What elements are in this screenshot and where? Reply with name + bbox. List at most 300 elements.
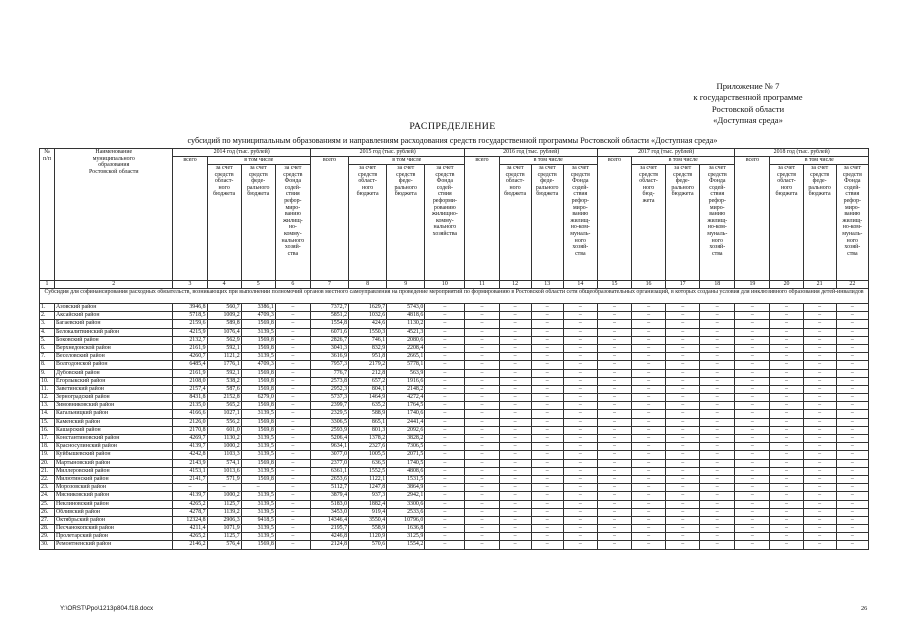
empty-value-cell: – xyxy=(531,541,563,549)
empty-value-cell: – xyxy=(531,475,563,483)
value-cell: – xyxy=(425,377,465,385)
row-number: 15. xyxy=(40,418,55,426)
table-row xyxy=(40,459,869,467)
value-cell: 4265,2 xyxy=(173,533,207,541)
empty-value-cell: – xyxy=(597,385,631,393)
empty-value-cell: – xyxy=(666,361,700,369)
empty-value-cell: – xyxy=(803,336,836,344)
empty-value-cell: – xyxy=(632,402,666,410)
empty-value-cell: – xyxy=(666,312,700,320)
row-number: 21. xyxy=(40,467,55,475)
source-header: за счет средств Фонда содей- ствия рефор- миро- ванию жилищ- но-ком- муналь- ного хозяй- ства xyxy=(836,165,868,281)
value-cell: – xyxy=(275,533,310,541)
value-cell: 3139,5 xyxy=(241,508,275,516)
empty-value-cell: – xyxy=(836,508,868,516)
table-row xyxy=(40,508,869,516)
empty-value-cell: – xyxy=(770,426,803,434)
table-row xyxy=(40,516,869,524)
empty-value-cell: – xyxy=(465,320,499,328)
empty-value-cell: – xyxy=(465,418,499,426)
table-row xyxy=(40,525,869,533)
empty-value-cell: – xyxy=(836,394,868,402)
value-cell: 563,9 xyxy=(387,369,425,377)
empty-value-cell: – xyxy=(465,492,499,500)
empty-value-cell: – xyxy=(632,353,666,361)
empty-value-cell: – xyxy=(666,541,700,549)
empty-value-cell: – xyxy=(563,320,597,328)
empty-value-cell: – xyxy=(632,508,666,516)
value-cell: 4265,2 xyxy=(173,500,207,508)
value-cell: 9418,5 xyxy=(241,516,275,524)
row-number: 16. xyxy=(40,426,55,434)
empty-value-cell: – xyxy=(465,353,499,361)
value-cell: 1569,8 xyxy=(241,402,275,410)
value-cell: 636,5 xyxy=(349,459,387,467)
value-cell: 589,8 xyxy=(207,320,241,328)
empty-value-cell: – xyxy=(465,385,499,393)
source-header: за счет средств област- ного бюджета xyxy=(770,165,803,281)
empty-value-cell: – xyxy=(803,516,836,524)
value-cell: – xyxy=(425,516,465,524)
empty-value-cell: – xyxy=(770,312,803,320)
year-header: 2018 год (тыс. рублей) xyxy=(735,149,869,157)
source-header: за счет средств област- ного бюд- жета xyxy=(632,165,666,281)
empty-value-cell: – xyxy=(836,451,868,459)
empty-value-cell: – xyxy=(700,426,735,434)
empty-value-cell: – xyxy=(597,410,631,418)
row-number: 29. xyxy=(40,533,55,541)
value-cell: 865,1 xyxy=(349,418,387,426)
value-cell: 2152,8 xyxy=(207,394,241,402)
empty-value-cell: – xyxy=(666,402,700,410)
empty-value-cell: – xyxy=(836,304,868,312)
empty-value-cell: – xyxy=(465,394,499,402)
empty-value-cell: – xyxy=(465,328,499,336)
empty-value-cell: – xyxy=(836,443,868,451)
column-number: 19 xyxy=(735,281,770,289)
value-cell: 2208,4 xyxy=(387,344,425,352)
value-cell: 2327,6 xyxy=(349,443,387,451)
empty-value-cell: – xyxy=(770,508,803,516)
empty-value-cell: – xyxy=(632,443,666,451)
municipality-name: Неклиновский район xyxy=(55,500,173,508)
value-cell: 3306,5 xyxy=(310,418,348,426)
table-header xyxy=(40,149,869,289)
empty-value-cell: – xyxy=(597,426,631,434)
empty-value-cell: – xyxy=(531,353,563,361)
source-header: за счет средств Фонда содей- ствия реформи- рованию жилищно- комму- нального хозяйства xyxy=(425,165,465,281)
empty-value-cell: – xyxy=(632,320,666,328)
empty-value-cell: – xyxy=(499,328,531,336)
empty-value-cell: – xyxy=(597,320,631,328)
empty-value-cell: – xyxy=(531,533,563,541)
value-cell: 2195,7 xyxy=(310,525,348,533)
value-cell: 2161,9 xyxy=(173,344,207,352)
value-cell: 3139,5 xyxy=(241,443,275,451)
empty-value-cell: – xyxy=(499,508,531,516)
empty-value-cell: – xyxy=(563,418,597,426)
table-row xyxy=(40,484,869,492)
row-number: 14. xyxy=(40,410,55,418)
row-number: 20. xyxy=(40,459,55,467)
row-number: 9. xyxy=(40,369,55,377)
value-cell: 1569,8 xyxy=(241,459,275,467)
municipality-name: Обливский район xyxy=(55,508,173,516)
empty-value-cell: – xyxy=(735,541,770,549)
value-cell: – xyxy=(275,492,310,500)
empty-value-cell: – xyxy=(465,336,499,344)
empty-value-cell: – xyxy=(770,402,803,410)
empty-value-cell: – xyxy=(836,467,868,475)
empty-value-cell: – xyxy=(563,304,597,312)
municipality-name: Волгодонской район xyxy=(55,361,173,369)
section-row xyxy=(40,289,869,304)
empty-value-cell: – xyxy=(597,353,631,361)
empty-value-cell: – xyxy=(700,525,735,533)
empty-value-cell: – xyxy=(666,451,700,459)
value-cell: 4215,9 xyxy=(173,328,207,336)
empty-value-cell: – xyxy=(803,344,836,352)
source-header: за счет средств феде- рального бюджета xyxy=(803,165,836,281)
value-cell: 556,2 xyxy=(207,418,241,426)
value-cell: 1125,7 xyxy=(207,500,241,508)
column-number: 13 xyxy=(531,281,563,289)
value-cell: 2108,0 xyxy=(173,377,207,385)
column-number: 9 xyxy=(387,281,425,289)
value-cell: – xyxy=(425,344,465,352)
municipality-name: Белокалитвинский район xyxy=(55,328,173,336)
empty-value-cell: – xyxy=(499,402,531,410)
value-cell: 635,2 xyxy=(349,402,387,410)
empty-value-cell: – xyxy=(803,402,836,410)
table-row xyxy=(40,353,869,361)
value-cell: – xyxy=(425,451,465,459)
empty-value-cell: – xyxy=(531,377,563,385)
value-cell: 1569,8 xyxy=(241,377,275,385)
empty-value-cell: – xyxy=(632,516,666,524)
empty-value-cell: – xyxy=(666,394,700,402)
empty-value-cell: – xyxy=(563,377,597,385)
value-cell: 1764,5 xyxy=(387,402,425,410)
value-cell: 3139,5 xyxy=(241,410,275,418)
empty-value-cell: – xyxy=(700,410,735,418)
value-cell: 5778,1 xyxy=(387,361,425,369)
empty-value-cell: – xyxy=(735,516,770,524)
empty-value-cell: – xyxy=(465,467,499,475)
value-cell: 2952,3 xyxy=(310,385,348,393)
value-cell: 2141,7 xyxy=(173,475,207,483)
value-cell: 3453,0 xyxy=(310,508,348,516)
empty-value-cell: – xyxy=(499,426,531,434)
municipality-name: Азовский район xyxy=(55,304,173,312)
empty-value-cell: – xyxy=(735,377,770,385)
table-row xyxy=(40,328,869,336)
table-row xyxy=(40,533,869,541)
municipality-name: Октябрьский район xyxy=(55,516,173,524)
empty-value-cell: – xyxy=(465,377,499,385)
empty-value-cell: – xyxy=(531,426,563,434)
empty-value-cell: – xyxy=(803,475,836,483)
column-number: 14 xyxy=(563,281,597,289)
municipality-name: Мартыновский район xyxy=(55,459,173,467)
empty-value-cell: – xyxy=(597,361,631,369)
col-name-header: Наименование муниципального образования Ростовской области xyxy=(55,149,173,281)
empty-value-cell: – xyxy=(700,402,735,410)
empty-value-cell: – xyxy=(465,369,499,377)
empty-value-cell: – xyxy=(770,361,803,369)
value-cell: 8431,8 xyxy=(173,394,207,402)
value-cell: 3125,9 xyxy=(387,533,425,541)
column-number: 4 xyxy=(207,281,241,289)
empty-value-cell: – xyxy=(700,500,735,508)
municipality-name: Каменский район xyxy=(55,418,173,426)
value-cell: 4260,7 xyxy=(173,353,207,361)
col-number-header: № п/п xyxy=(40,149,55,281)
value-cell: 576,4 xyxy=(207,541,241,549)
empty-value-cell: – xyxy=(499,353,531,361)
value-cell: – xyxy=(425,320,465,328)
empty-value-cell: – xyxy=(666,467,700,475)
empty-value-cell: – xyxy=(531,361,563,369)
value-cell: – xyxy=(425,459,465,467)
empty-value-cell: – xyxy=(700,475,735,483)
empty-value-cell: – xyxy=(735,369,770,377)
empty-value-cell: – xyxy=(666,475,700,483)
value-cell: 1139,2 xyxy=(207,508,241,516)
municipality-name: Мясниковский район xyxy=(55,492,173,500)
value-cell: 9634,1 xyxy=(310,443,348,451)
empty-value-cell: – xyxy=(803,500,836,508)
empty-value-cell: – xyxy=(597,312,631,320)
empty-value-cell: – xyxy=(597,435,631,443)
value-cell: – xyxy=(275,459,310,467)
row-number: 1. xyxy=(40,304,55,312)
municipality-name: Кашарский район xyxy=(55,426,173,434)
value-cell: 1130,2 xyxy=(387,320,425,328)
table-row xyxy=(40,467,869,475)
empty-value-cell: – xyxy=(666,328,700,336)
row-number: 23. xyxy=(40,484,55,492)
empty-value-cell: – xyxy=(803,353,836,361)
empty-value-cell: – xyxy=(531,459,563,467)
source-header: за счет средств Фонда содей- ствия рефор- миро- ванию жилищ- но- комму- нального хозяй- ства xyxy=(275,165,310,281)
empty-value-cell: – xyxy=(499,484,531,492)
municipality-name: Милютинский район xyxy=(55,475,173,483)
table-row xyxy=(40,410,869,418)
value-cell: 2179,2 xyxy=(349,361,387,369)
source-header: за счет средств феде- рального бюджета xyxy=(531,165,563,281)
value-cell: 1000,2 xyxy=(207,492,241,500)
row-number: 19. xyxy=(40,451,55,459)
empty-value-cell: – xyxy=(700,377,735,385)
empty-value-cell: – xyxy=(770,467,803,475)
column-number: 22 xyxy=(836,281,868,289)
value-cell: 1569,8 xyxy=(241,369,275,377)
value-cell: 3139,5 xyxy=(241,500,275,508)
total-header: всего xyxy=(465,157,499,281)
empty-value-cell: – xyxy=(531,467,563,475)
document-subtitle: субсидий по муниципальным образованиям и направлениям расходования средств государственной программы Ростовской области «Доступная среда» xyxy=(187,136,718,145)
empty-value-cell: – xyxy=(632,369,666,377)
table-row xyxy=(40,361,869,369)
value-cell: 3077,0 xyxy=(310,451,348,459)
value-cell: 574,1 xyxy=(207,459,241,467)
empty-value-cell: – xyxy=(803,484,836,492)
empty-value-cell: – xyxy=(465,435,499,443)
value-cell: 1130,2 xyxy=(207,435,241,443)
empty-value-cell: – xyxy=(531,525,563,533)
empty-value-cell: – xyxy=(531,418,563,426)
empty-value-cell: – xyxy=(465,516,499,524)
value-cell: 1569,8 xyxy=(241,418,275,426)
empty-value-cell: – xyxy=(700,385,735,393)
value-cell: 1636,8 xyxy=(387,525,425,533)
value-cell: 4211,4 xyxy=(173,525,207,533)
empty-value-cell: – xyxy=(735,484,770,492)
value-cell: 1569,8 xyxy=(241,336,275,344)
municipality-name: Ремонтненский район xyxy=(55,541,173,549)
value-cell: 565,2 xyxy=(207,402,241,410)
municipality-name: Боковский район xyxy=(55,336,173,344)
empty-value-cell: – xyxy=(666,500,700,508)
value-cell: – xyxy=(425,369,465,377)
empty-value-cell: – xyxy=(499,492,531,500)
row-number: 17. xyxy=(40,435,55,443)
empty-value-cell: – xyxy=(597,508,631,516)
empty-value-cell: – xyxy=(803,410,836,418)
column-number: 16 xyxy=(632,281,666,289)
empty-value-cell: – xyxy=(465,525,499,533)
year-header: 2014 год (тыс. рублей) xyxy=(173,149,310,157)
value-cell: 3139,5 xyxy=(241,435,275,443)
empty-value-cell: – xyxy=(597,484,631,492)
column-number: 6 xyxy=(275,281,310,289)
empty-value-cell: – xyxy=(803,385,836,393)
source-header: за счет средств Фонда содей- ствия рефор- миро- ванию жилищ- но-ком- муналь- ного хозяй- ства xyxy=(700,165,735,281)
value-cell: 1121,2 xyxy=(207,353,241,361)
empty-value-cell: – xyxy=(803,426,836,434)
value-cell: 592,1 xyxy=(207,369,241,377)
empty-value-cell: – xyxy=(632,328,666,336)
empty-value-cell: – xyxy=(803,361,836,369)
empty-value-cell: – xyxy=(803,312,836,320)
empty-value-cell: – xyxy=(666,443,700,451)
value-cell: 3139,5 xyxy=(241,328,275,336)
empty-value-cell: – xyxy=(465,475,499,483)
value-cell: – xyxy=(425,508,465,516)
value-cell: – xyxy=(275,304,310,312)
value-cell: – xyxy=(275,320,310,328)
empty-value-cell: – xyxy=(499,516,531,524)
empty-value-cell: – xyxy=(597,541,631,549)
empty-value-cell: – xyxy=(700,304,735,312)
value-cell: 592,1 xyxy=(207,344,241,352)
empty-value-cell: – xyxy=(836,475,868,483)
empty-value-cell: – xyxy=(499,304,531,312)
empty-value-cell: – xyxy=(735,435,770,443)
empty-value-cell: – xyxy=(531,385,563,393)
empty-value-cell: – xyxy=(597,304,631,312)
value-cell: 570,6 xyxy=(349,541,387,549)
value-cell: 571,9 xyxy=(207,475,241,483)
row-number: 28. xyxy=(40,525,55,533)
empty-value-cell: – xyxy=(597,402,631,410)
empty-value-cell: – xyxy=(499,459,531,467)
empty-value-cell: – xyxy=(836,418,868,426)
empty-value-cell: – xyxy=(499,525,531,533)
value-cell: 5183,0 xyxy=(310,500,348,508)
municipality-name: Аксайский район xyxy=(55,312,173,320)
empty-value-cell: – xyxy=(632,418,666,426)
value-cell: 2135,0 xyxy=(173,402,207,410)
source-header: за счет средств феде- рального бюджета xyxy=(241,165,275,281)
value-cell: 587,6 xyxy=(207,385,241,393)
source-header: за счет средств област- ного бюджета xyxy=(349,165,387,281)
table-row xyxy=(40,492,869,500)
empty-value-cell: – xyxy=(666,516,700,524)
empty-value-cell: – xyxy=(770,541,803,549)
value-cell: 2942,1 xyxy=(387,492,425,500)
source-header: за счет средств област- ного бюджета xyxy=(499,165,531,281)
empty-value-cell: – xyxy=(803,328,836,336)
value-cell: – xyxy=(275,467,310,475)
value-cell: 4166,6 xyxy=(173,410,207,418)
empty-value-cell: – xyxy=(563,353,597,361)
empty-value-cell: – xyxy=(770,369,803,377)
empty-value-cell: – xyxy=(803,508,836,516)
value-cell: 804,1 xyxy=(349,385,387,393)
value-cell: 2157,4 xyxy=(173,385,207,393)
municipality-name: Константиновский район xyxy=(55,435,173,443)
empty-value-cell: – xyxy=(499,394,531,402)
municipality-name: Морозовский район xyxy=(55,484,173,492)
value-cell: 919,4 xyxy=(349,508,387,516)
empty-value-cell: – xyxy=(735,500,770,508)
empty-value-cell: – xyxy=(499,475,531,483)
value-cell: 5851,2 xyxy=(310,312,348,320)
empty-value-cell: – xyxy=(499,336,531,344)
value-cell: 6361,1 xyxy=(310,467,348,475)
empty-value-cell: – xyxy=(666,484,700,492)
value-cell: 1550,3 xyxy=(349,328,387,336)
empty-value-cell: – xyxy=(836,541,868,549)
value-cell: – xyxy=(275,410,310,418)
empty-value-cell: – xyxy=(465,484,499,492)
empty-value-cell: – xyxy=(563,508,597,516)
year-header: 2015 год (тыс. рублей) xyxy=(310,149,465,157)
empty-value-cell: – xyxy=(803,541,836,549)
empty-value-cell: – xyxy=(735,336,770,344)
value-cell: – xyxy=(275,353,310,361)
value-cell: – xyxy=(275,541,310,549)
empty-value-cell: – xyxy=(836,353,868,361)
including-header: в том числе xyxy=(499,157,597,165)
empty-value-cell: – xyxy=(499,467,531,475)
empty-value-cell: – xyxy=(700,435,735,443)
value-cell: 4272,4 xyxy=(387,394,425,402)
value-cell: 3879,4 xyxy=(310,492,348,500)
value-cell: 538,2 xyxy=(207,377,241,385)
empty-value-cell: – xyxy=(770,320,803,328)
empty-value-cell: – xyxy=(499,435,531,443)
empty-value-cell: – xyxy=(563,369,597,377)
row-number: 26. xyxy=(40,508,55,516)
value-cell: – xyxy=(425,328,465,336)
empty-value-cell: – xyxy=(735,459,770,467)
municipality-name: Веселовский район xyxy=(55,353,173,361)
empty-value-cell: – xyxy=(666,336,700,344)
empty-value-cell: – xyxy=(803,525,836,533)
